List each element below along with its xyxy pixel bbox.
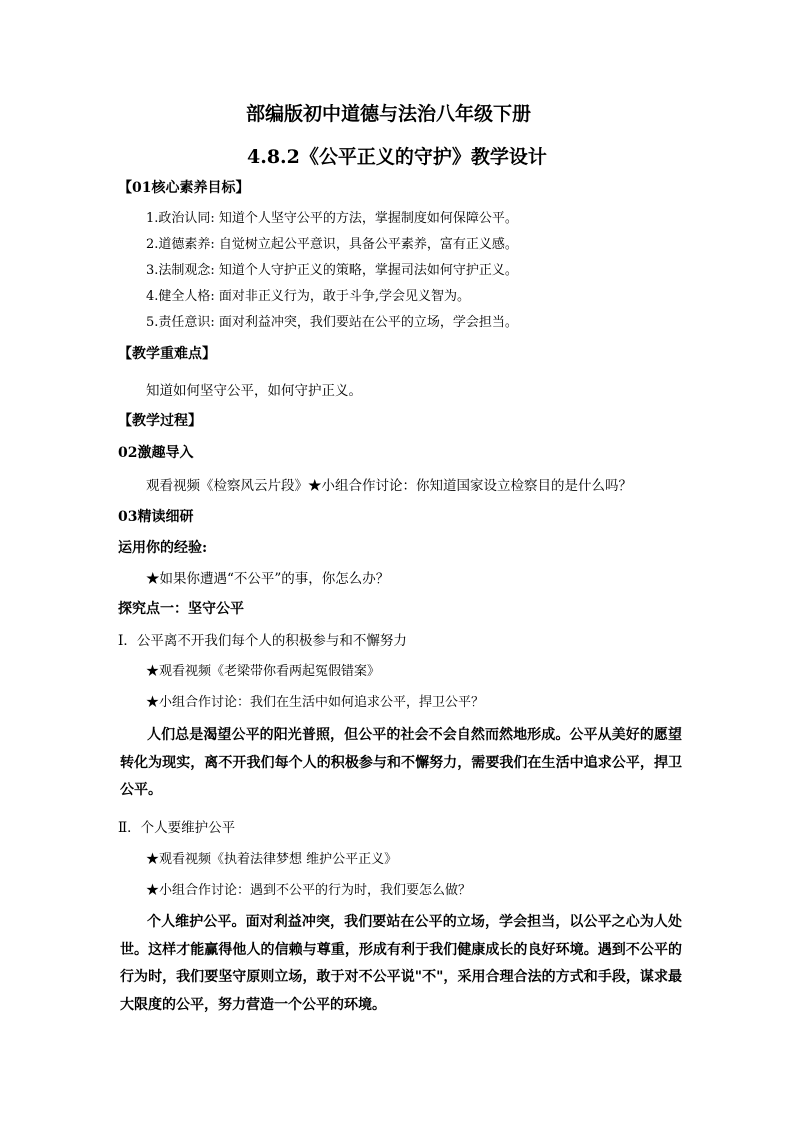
- part-1-video: ★观看视频《老梁带你看两起冤假错案》: [146, 664, 381, 679]
- step-03-title: 03精读细研: [118, 509, 194, 525]
- part-2-video: ★观看视频《执着法律梦想 维护公平正义》: [146, 852, 398, 867]
- section-heading-process: 【教学过程】: [118, 413, 202, 429]
- experience-title: 运用你的经验:: [118, 540, 208, 556]
- key-points-text: 知道如何坚守公平，如何守护正义。: [146, 383, 362, 399]
- goal-item-5: 5.责任意识: 面对利益冲突，我们要站在公平的立场，学会担当。: [146, 315, 518, 330]
- goal-item-4: 4.健全人格: 面对非正义行为，敢于斗争,学会见义智为。: [146, 289, 471, 304]
- goal-item-1: 1.政治认同: 知道个人坚守公平的方法，掌握制度如何保障公平。: [146, 211, 518, 226]
- part-2-discussion: ★小组合作讨论：遇到不公平的行为时，我们要怎么做？: [146, 883, 472, 898]
- document-title: 部编版初中道德与法治八年级下册: [246, 103, 532, 125]
- goal-item-2: 2.道德素养: 自觉树立起公平意识，具备公平素养，富有正义感。: [146, 237, 518, 252]
- section-heading-goals: 【01核心素养目标】: [118, 180, 250, 196]
- step-02-text: 观看视频《检察风云片段》★小组合作讨论：你知道国家设立检察目的是什么吗？: [146, 478, 632, 494]
- explore-point-1-title: 探究点一：坚守公平: [118, 601, 244, 617]
- part-1-discussion: ★小组合作讨论：我们在生活中如何追求公平，捍卫公平？: [146, 695, 485, 710]
- part-1-title: Ⅰ．公平离不开我们每个人的积极参与和不懈努力: [118, 633, 407, 649]
- part-2-title: Ⅱ．个人要维护公平: [118, 820, 236, 836]
- part-2-paragraph: 个人维护公平。面对利益冲突，我们要站在公平的立场，学会担当，以公平之心为人处世。这样才能赢得他人的信赖与尊重，形成有利于我们健康成长的良好环境。遇到不公平的行为时，我们要坚守原则立场，敢于对不公平说"不"，采用合理合法的方式和手段，谋求最大限度的公平，努力营造一个公平的环境。: [120, 914, 682, 1013]
- step-02-title: 02激趣导入: [118, 445, 194, 461]
- experience-text: ★如果你遭遇“不公平”的事，你怎么办？: [146, 571, 390, 587]
- goal-item-3: 3.法制观念: 知道个人守护正义的策略，掌握司法如何守护正义。: [146, 263, 518, 278]
- section-heading-key-points: 【教学重难点】: [118, 346, 216, 362]
- document-subtitle: 4.8.2《公平正义的守护》教学设计: [247, 146, 547, 168]
- part-1-paragraph: 人们总是渴望公平的阳光普照，但公平的社会不会自然而然地形成。公平从美好的愿望转化为现实，离不开我们每个人的积极参与和不懈努力，需要我们在生活中追求公平，捍卫公平。: [120, 727, 682, 798]
